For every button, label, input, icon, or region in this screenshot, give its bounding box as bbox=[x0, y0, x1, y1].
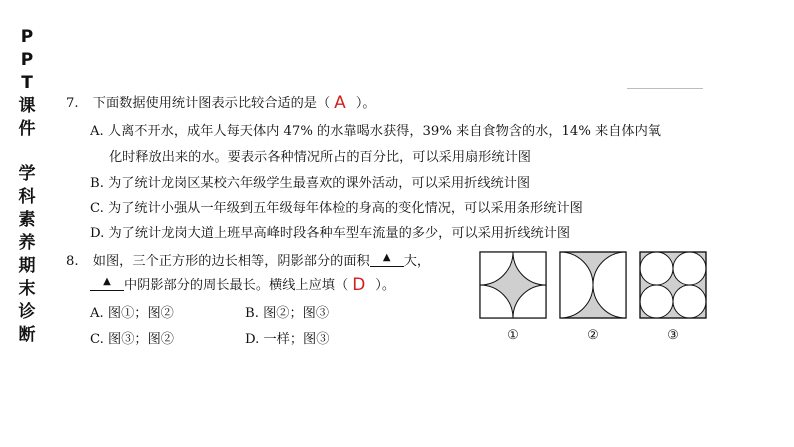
option-a: A. 图①；图② bbox=[90, 306, 174, 321]
question-text: 下面数据使用统计图表示比较合适的是（ bbox=[92, 96, 331, 111]
question-number: 7. bbox=[66, 96, 79, 111]
figure-label: ② bbox=[587, 328, 599, 343]
option-d: D. 为了统计龙岗大道上班早高峰时段各种车型车流量的多少，可以采用折线统计图 bbox=[90, 226, 571, 241]
question-7-stem bbox=[66, 92, 376, 112]
figure-1 bbox=[479, 251, 547, 319]
answer-blank bbox=[370, 252, 404, 267]
side-title-char: 素 bbox=[18, 210, 36, 230]
question-text: 中阴影部分的周长最长。横线上应填（ bbox=[124, 278, 349, 293]
decorative-rule bbox=[627, 88, 703, 89]
answer-mark: A bbox=[334, 93, 346, 113]
question-text-end: ）。 bbox=[355, 96, 376, 111]
question-number: 8. bbox=[66, 254, 79, 269]
answer-mark: D bbox=[352, 275, 366, 295]
side-title-char: 课 bbox=[18, 96, 36, 116]
side-title-char: 科 bbox=[18, 187, 36, 207]
triangle-icon: ▲ bbox=[103, 276, 111, 287]
side-title-char: 诊 bbox=[18, 302, 36, 322]
question-8-line1 bbox=[66, 250, 430, 269]
question-8-line2 bbox=[90, 274, 395, 294]
question-text-end: ）。 bbox=[375, 278, 396, 293]
side-title-char: 学 bbox=[18, 164, 36, 184]
option-b: B. 图②；图③ bbox=[245, 306, 330, 321]
option-a: A. 人离不开水，成年人每天体内 47% 的水靠喝水获得，39% 来自食物含的水，14% 来自体内氧 bbox=[90, 124, 661, 139]
side-title-char: 末 bbox=[18, 279, 36, 299]
side-title bbox=[14, 26, 40, 347]
side-title-char: 养 bbox=[18, 233, 36, 253]
figure-2 bbox=[559, 251, 627, 319]
question-text: 如图，三个正方形的边长相等，阴影部分的面积 bbox=[92, 254, 370, 269]
side-title-char: P bbox=[20, 27, 34, 47]
side-title-char: T bbox=[21, 73, 33, 93]
option-c: C. 为了统计小强从一年级到五年级每年体检的身高的变化情况，可以采用条形统计图 bbox=[90, 201, 583, 216]
figure-3 bbox=[639, 251, 707, 319]
figure-label: ① bbox=[507, 328, 519, 343]
figure-label: ③ bbox=[667, 328, 679, 343]
option-a-continued: 化时释放出来的水。要表示各种情况所占的百分比，可以采用扇形统计图 bbox=[109, 150, 531, 165]
answer-blank bbox=[90, 276, 124, 291]
option-b: B. 为了统计龙岗区某校六年级学生最喜欢的课外活动，可以采用折线统计图 bbox=[90, 176, 531, 191]
side-title-char: 期 bbox=[18, 256, 36, 276]
side-title-char: 断 bbox=[18, 325, 36, 345]
triangle-icon: ▲ bbox=[382, 252, 391, 263]
option-d: D. 一样；图③ bbox=[245, 332, 330, 347]
option-c: C. 图③；图② bbox=[90, 332, 174, 347]
side-title-char: 件 bbox=[18, 119, 36, 139]
question-text: 大， bbox=[403, 254, 431, 269]
side-title-char: P bbox=[20, 50, 34, 70]
